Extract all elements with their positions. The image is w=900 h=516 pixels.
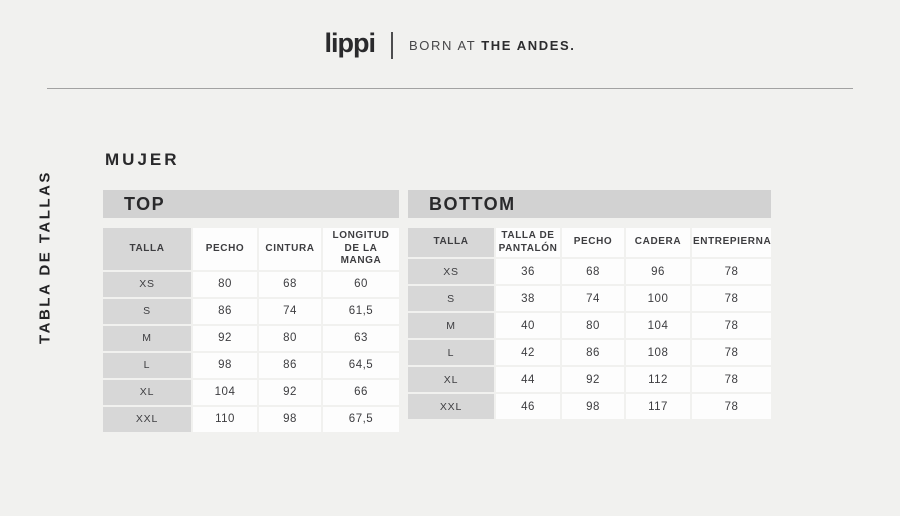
- header-divider: [47, 88, 853, 89]
- measurement-cell: 78: [692, 340, 771, 365]
- measurement-cell: 110: [193, 407, 257, 432]
- measurement-cell: 38: [496, 286, 560, 311]
- bottom-measurements-table: [406, 226, 773, 421]
- measurement-cell: 80: [259, 326, 321, 351]
- size-label-cell: XL: [103, 380, 191, 405]
- bottom-header-row: [408, 228, 771, 257]
- size-label-cell: S: [408, 286, 494, 311]
- size-table-bottom: [408, 190, 771, 421]
- column-header: PECHO: [193, 228, 257, 270]
- table-row: [408, 286, 771, 311]
- size-label-cell: M: [103, 326, 191, 351]
- size-label-cell: XXL: [103, 407, 191, 432]
- table-row: [103, 272, 399, 297]
- measurement-cell: 80: [193, 272, 257, 297]
- size-tables-container: [103, 190, 771, 434]
- measurement-cell: 64,5: [323, 353, 399, 378]
- size-label-cell: M: [408, 313, 494, 338]
- measurement-cell: 100: [626, 286, 690, 311]
- column-header: PECHO: [562, 228, 624, 257]
- table-row: [103, 407, 399, 432]
- measurement-cell: 67,5: [323, 407, 399, 432]
- bottom-band-label: BOTTOM: [429, 193, 516, 214]
- measurement-cell: 44: [496, 367, 560, 392]
- top-measurements-table: [101, 226, 401, 434]
- measurement-cell: 68: [562, 259, 624, 284]
- size-label-cell: XS: [103, 272, 191, 297]
- table-row: [103, 299, 399, 324]
- measurement-cell: 92: [562, 367, 624, 392]
- measurement-cell: 40: [496, 313, 560, 338]
- top-band: [103, 190, 399, 218]
- measurement-cell: 108: [626, 340, 690, 365]
- section-title-mujer: MUJER: [105, 150, 180, 169]
- column-header: TALLA: [103, 228, 191, 270]
- tagline-regular: BORN AT: [408, 37, 482, 53]
- table-row: [408, 367, 771, 392]
- measurement-cell: 98: [562, 394, 624, 419]
- logo-divider: [391, 32, 393, 59]
- table-row: [408, 340, 771, 365]
- tagline-bold: THE ANDES.: [481, 37, 576, 53]
- top-header-row: [103, 228, 399, 270]
- measurement-cell: 98: [259, 407, 321, 432]
- measurement-cell: 60: [323, 272, 399, 297]
- size-label-cell: L: [103, 353, 191, 378]
- column-header: CINTURA: [259, 228, 321, 270]
- bottom-band: [408, 190, 771, 218]
- table-row: [103, 380, 399, 405]
- vertical-title-tabla-de-tallas: TABLA DE TALLAS: [36, 170, 54, 344]
- measurement-cell: 36: [496, 259, 560, 284]
- measurement-cell: 68: [259, 272, 321, 297]
- column-header: ENTREPIERNA: [692, 228, 771, 257]
- column-header: CADERA: [626, 228, 690, 257]
- column-header: TALLA: [408, 228, 494, 257]
- measurement-cell: 46: [496, 394, 560, 419]
- measurement-cell: 78: [692, 367, 771, 392]
- measurement-cell: 98: [193, 353, 257, 378]
- measurement-cell: 96: [626, 259, 690, 284]
- measurement-cell: 74: [259, 299, 321, 324]
- table-row: [103, 353, 399, 378]
- measurement-cell: 78: [692, 259, 771, 284]
- measurement-cell: 74: [562, 286, 624, 311]
- brand-header: [0, 30, 900, 60]
- table-row: [103, 326, 399, 351]
- measurement-cell: 80: [562, 313, 624, 338]
- measurement-cell: 78: [692, 286, 771, 311]
- measurement-cell: 42: [496, 340, 560, 365]
- size-label-cell: XS: [408, 259, 494, 284]
- table-row: [408, 313, 771, 338]
- measurement-cell: 104: [193, 380, 257, 405]
- measurement-cell: 63: [323, 326, 399, 351]
- measurement-cell: 78: [692, 313, 771, 338]
- measurement-cell: 61,5: [323, 299, 399, 324]
- measurement-cell: 86: [193, 299, 257, 324]
- size-table-top: [103, 190, 399, 434]
- size-label-cell: L: [408, 340, 494, 365]
- size-label-cell: XXL: [408, 394, 494, 419]
- measurement-cell: 86: [562, 340, 624, 365]
- measurement-cell: 92: [193, 326, 257, 351]
- lippi-logo: lippi: [324, 28, 375, 58]
- size-label-cell: XL: [408, 367, 494, 392]
- measurement-cell: 66: [323, 380, 399, 405]
- measurement-cell: 112: [626, 367, 690, 392]
- measurement-cell: 86: [259, 353, 321, 378]
- measurement-cell: 117: [626, 394, 690, 419]
- top-band-label: TOP: [124, 193, 166, 214]
- table-row: [408, 394, 771, 419]
- measurement-cell: 92: [259, 380, 321, 405]
- column-header: LONGITUD DE LA MANGA: [323, 228, 399, 270]
- measurement-cell: 78: [692, 394, 771, 419]
- size-label-cell: S: [103, 299, 191, 324]
- measurement-cell: 104: [626, 313, 690, 338]
- column-header: TALLA DE PANTALÓN: [496, 228, 560, 257]
- table-row: [408, 259, 771, 284]
- brand-tagline: [409, 38, 576, 53]
